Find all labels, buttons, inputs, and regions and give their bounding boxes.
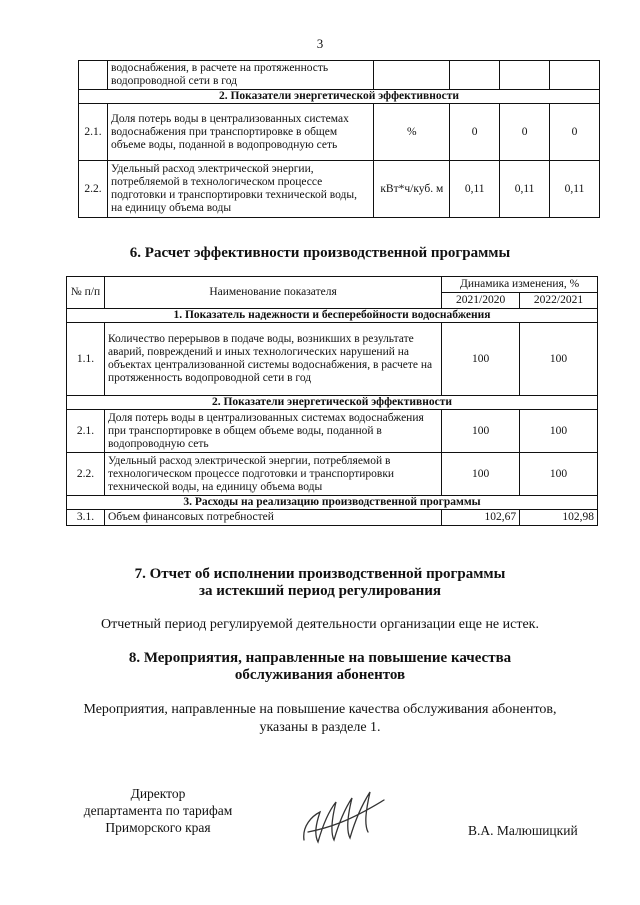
signatory-title [58,785,258,836]
row-number: 3.1. [67,510,105,526]
table-row [79,161,600,218]
row-number: 2.2. [67,453,105,496]
section-title: 3. Расходы на реализацию производственной программы [67,496,598,510]
row-name: Доля потерь воды в централизованных системах водоснабжения при транспортировке в общем объеме воды, поданной в водопроводную сеть [107,104,373,161]
row-value: 0,11 [550,161,600,218]
table-row [79,104,600,161]
table-row [67,453,598,496]
header-col-2021: 2021/2020 [442,293,520,309]
row-name: Объем финансовых потребностей [104,510,441,526]
row-name: Доля потерь воды в централизованных системах водоснабжения при транспортировке в общем объеме воды, поданной в водопроводную сеть [104,410,441,453]
row-value: 0 [550,104,600,161]
indicators-table-continued [78,60,600,218]
section-title: 2. Показатели энергетической эффективности [67,396,598,410]
row-value: 0 [450,104,500,161]
row-number: 2.1. [79,104,108,161]
section-8-title-line2: обслуживания абонентов [234,667,406,683]
row-value: 0,11 [450,161,500,218]
row-name: Удельный расход электрической энергии, потребляемой в технологическом процессе подготовки и транспортировки технической воды, на единицу объема воды [104,453,441,496]
signatory-name: В.А. Малюшицкий [468,823,578,838]
section-8-title-line1: 8. Мероприятия, направленные на повышение качества [128,650,512,666]
row-unit: кВт*ч/куб. м [374,161,450,218]
table-row [67,323,598,396]
header-number: № п/п [67,277,105,309]
handwritten-signature-icon [298,782,388,852]
row-number: 2.1. [67,410,105,453]
row-value: 0,11 [500,161,550,218]
header-row [67,277,598,293]
section-8-text-line2: указаны в разделе 1. [259,720,381,735]
section-8-text-line1: Мероприятия, направленные на повышение качества обслуживания абонентов, [83,702,557,717]
row-value: 100 [442,410,520,453]
header-dynamics: Динамика изменения, % [442,277,598,293]
section-row [67,309,598,323]
table-row [79,61,600,90]
section-row [79,90,600,104]
efficiency-table [66,276,598,526]
row-unit: % [374,104,450,161]
header-col-2022: 2022/2021 [520,293,598,309]
row-number: 1.1. [67,323,105,396]
row-value: 100 [520,410,598,453]
page-number: 3 [316,36,324,51]
signatory-title-line1: Директор [130,786,186,801]
section-7-title-line2: за истекший период регулирования [198,583,442,599]
signatory-title-line3: Приморского края [105,820,211,835]
section-7-title-line1: 7. Отчет об исполнении производственной программы [134,566,506,582]
row-value: 100 [442,453,520,496]
row-value: 100 [520,323,598,396]
section-6-title: 6. Расчет эффективности производственной программы [129,245,511,261]
row-value: 100 [442,323,520,396]
row-value: 0 [500,104,550,161]
section-title: 1. Показатель надежности и бесперебойности водоснабжения [67,309,598,323]
row-name: Удельный расход электрической энергии, потребляемой в технологическом процессе подготовки и транспортировки технической воды, на единицу объема воды [107,161,373,218]
table-row [67,410,598,453]
row-value: 100 [520,453,598,496]
section-row [67,496,598,510]
section-7-text: Отчетный период регулируемой деятельности организации еще не истек. [101,617,539,632]
signatory-title-line2: департамента по тарифам [83,803,233,818]
section-row [67,396,598,410]
section-title: 2. Показатели энергетической эффективности [79,90,600,104]
row-name: Количество перерывов в подаче воды, возникших в результате аварий, повреждений и иных технологических нарушений на объектах централизованной системы водоснабжения, в расчете на протяженность водопроводной сети в год [104,323,441,396]
row-value: 102,67 [442,510,520,526]
row-name: водоснабжения, в расчете на протяженность водопроводной сети в год [107,61,373,90]
table-row [67,510,598,526]
row-value: 102,98 [520,510,598,526]
header-name: Наименование показателя [104,277,441,309]
row-number: 2.2. [79,161,108,218]
